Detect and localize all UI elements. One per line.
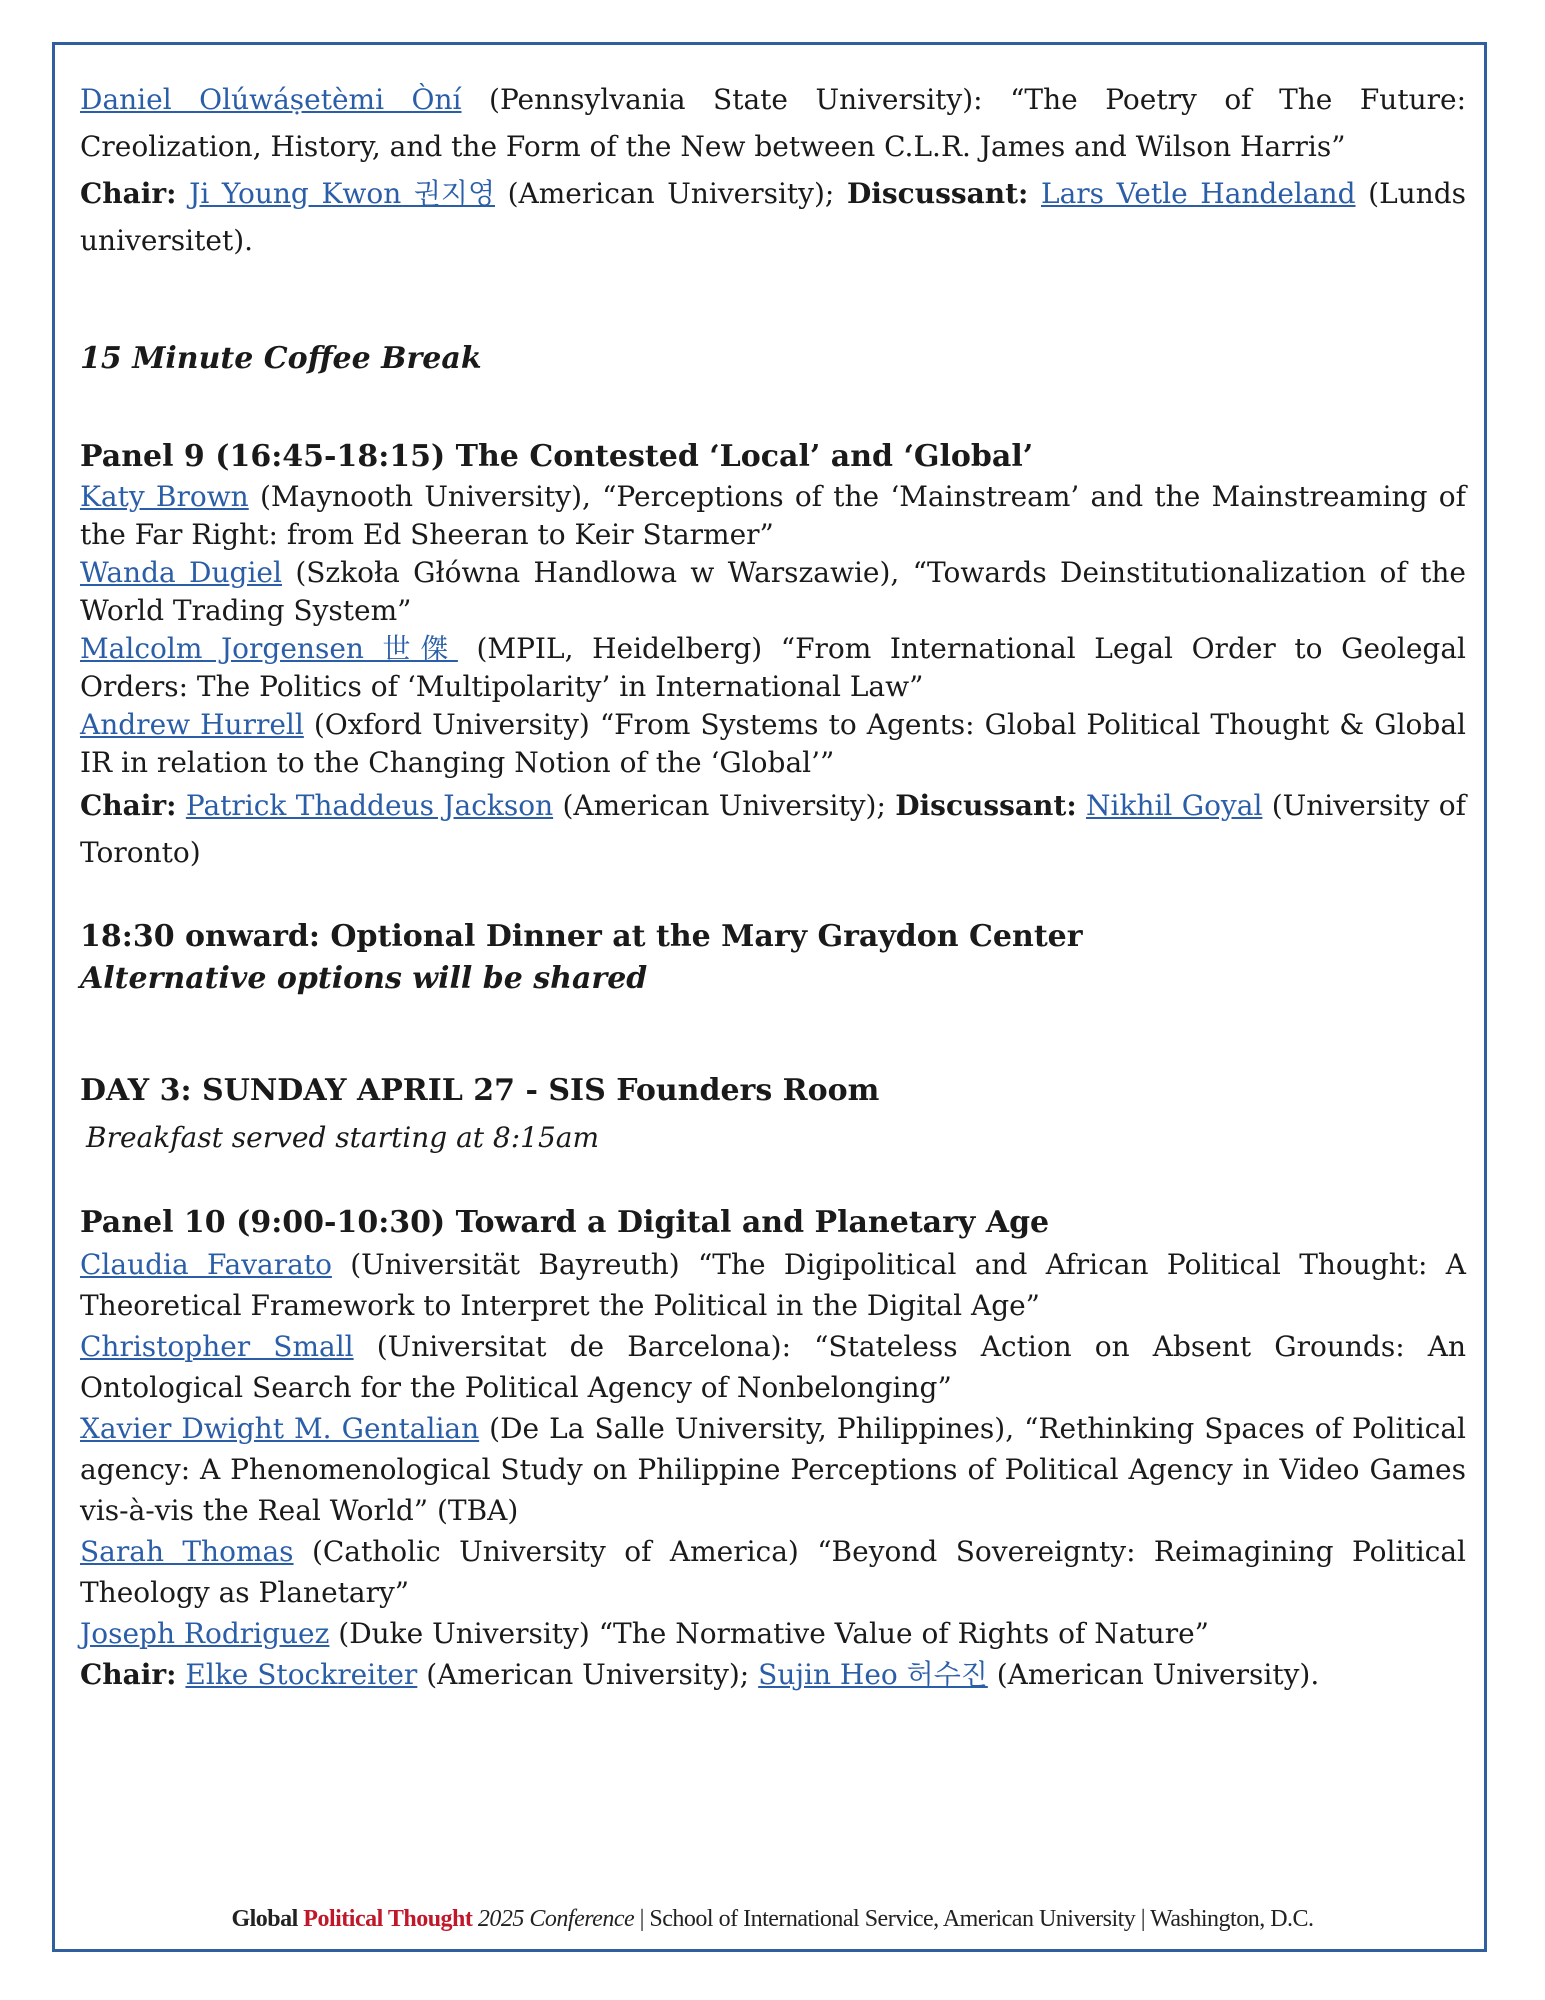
footer-conference: 2025 Conference xyxy=(472,1906,635,1932)
chair-affiliation: (American University); xyxy=(553,789,896,822)
chair-link[interactable]: Elke Stockreiter xyxy=(185,1658,418,1691)
chair-line xyxy=(80,782,1466,876)
footer-global: Global xyxy=(231,1906,304,1932)
presenter-link[interactable]: Andrew Hurrell xyxy=(80,708,304,741)
dinner-title: 18:30 onward: Optional Dinner at the Mary Graydon Center xyxy=(80,919,1083,954)
presenter-link[interactable]: Christopher Small xyxy=(80,1330,354,1363)
presentation-details: (Maynooth University), “Perceptions of the ‘Mainstream’ and the Mainstreaming of the Far Right: from Ed Sheeran to Keir Starmer” xyxy=(80,480,1467,551)
chair-link[interactable]: Ji Young Kwon 권지영 xyxy=(189,177,495,210)
presentation-item xyxy=(80,1326,1466,1408)
presentation-details: (Pennsylvania State University): “The Poetry of The Future: Creolization, History, and the Form of the New between C.L.R. James and Wilson Harris” xyxy=(80,83,1466,163)
presentation-item xyxy=(80,1244,1466,1326)
document-body xyxy=(80,76,1466,1695)
chair-line xyxy=(80,1654,1466,1695)
presentation-details: (De La Salle University, Philippines), “Rethinking Spaces of Political agency: A Phenomenological Study on Philippine Perceptions of Political Agency in Video Games vis-à-vis the Real World” (TBA) xyxy=(80,1412,1466,1527)
chair-label: Chair: xyxy=(80,177,177,210)
page-footer xyxy=(0,1906,1545,1933)
presentation-item xyxy=(80,76,1466,170)
discussant-label: Discussant: xyxy=(846,177,1029,210)
chair-line xyxy=(80,170,1466,264)
discussant-affiliation: (University of Toronto) xyxy=(80,789,1466,869)
presentation-details: (Szkoła Główna Handlowa w Warszawie), “Towards Deinstitutionalization of the World Trading System” xyxy=(80,556,1466,627)
presentation-item xyxy=(80,630,1466,706)
presentation-item xyxy=(80,706,1466,782)
chair-label: Chair: xyxy=(80,789,177,822)
presentation-item xyxy=(80,1408,1466,1531)
presentation-details: (MPIL, Heidelberg) “From International Legal Order to Geolegal Orders: The Politics of ‘Multipolarity’ in International Law” xyxy=(80,632,1467,703)
day3-title: DAY 3: SUNDAY APRIL 27 - SIS Founders Room xyxy=(80,1073,880,1108)
presentation-item xyxy=(80,1613,1466,1654)
presenter-link[interactable]: Sarah Thomas xyxy=(80,1535,294,1568)
presenter-link[interactable]: Claudia Favarato xyxy=(80,1248,332,1281)
panel10-title: Panel 10 (9:00-10:30) Toward a Digital and Planetary Age xyxy=(80,1205,1050,1240)
breakfast-note: Breakfast served starting at 8:15am xyxy=(86,1121,600,1154)
chair2-affiliation: (American University). xyxy=(987,1658,1320,1691)
chair-affiliation: (American University); xyxy=(417,1658,759,1691)
presentation-item xyxy=(80,478,1466,554)
presentation-details: (Oxford University) “From Systems to Agents: Global Political Thought & Global IR in relation to the Changing Notion of the ‘Global’” xyxy=(80,708,1466,779)
presentation-item xyxy=(80,1531,1466,1613)
presentation-item xyxy=(80,554,1466,630)
chair-label: Chair: xyxy=(80,1658,177,1691)
discussant-link[interactable]: Nikhil Goyal xyxy=(1086,789,1263,822)
presenter-link[interactable]: Wanda Dugiel xyxy=(80,556,282,589)
presenter-link[interactable]: Xavier Dwight M. Gentalian xyxy=(80,1412,480,1445)
presenter-link[interactable]: Malcolm Jorgensen 世傑 xyxy=(80,632,458,665)
chair-link[interactable]: Patrick Thaddeus Jackson xyxy=(185,789,554,822)
presenter-link[interactable]: Katy Brown xyxy=(80,480,249,513)
panel9-items xyxy=(80,478,1466,782)
discussant-affiliation: (Lunds universitet). xyxy=(80,177,1467,257)
footer-institution: | School of International Service, American University | Washington, D.C. xyxy=(634,1906,1314,1932)
presentation-details: (Duke University) “The Normative Value of Rights of Nature” xyxy=(329,1617,1209,1650)
panel10-items xyxy=(80,1244,1466,1654)
footer-political-thought: Political Thought xyxy=(303,1906,473,1932)
coffee-break: 15 Minute Coffee Break xyxy=(80,341,482,376)
chair-affiliation: (American University); xyxy=(495,177,847,210)
discussant-label: Discussant: xyxy=(895,789,1077,822)
chair2-link[interactable]: Sujin Heo 허수진 xyxy=(758,1658,988,1691)
presenter-link[interactable]: Daniel Olúwáṣetèmi Òní xyxy=(80,83,462,116)
presentation-details: (Catholic University of America) “Beyond Sovereignty: Reimagining Political Theology as Planetary” xyxy=(80,1535,1466,1609)
discussant-link[interactable]: Lars Vetle Handeland xyxy=(1041,177,1356,210)
panel9-title: Panel 9 (16:45-18:15) The Contested ‘Local’ and ‘Global’ xyxy=(80,439,1034,474)
presentation-details: (Universitat de Barcelona): “Stateless Action on Absent Grounds: An Ontological Search for the Political Agency of Nonbelonging” xyxy=(80,1330,1466,1404)
presentation-details: (Universität Bayreuth) “The Digipolitical and African Political Thought: A Theoretical Framework to Interpret the Political in the Digital Age” xyxy=(80,1248,1466,1322)
dinner-note: Alternative options will be shared xyxy=(80,961,648,996)
presenter-link[interactable]: Joseph Rodriguez xyxy=(80,1617,330,1650)
